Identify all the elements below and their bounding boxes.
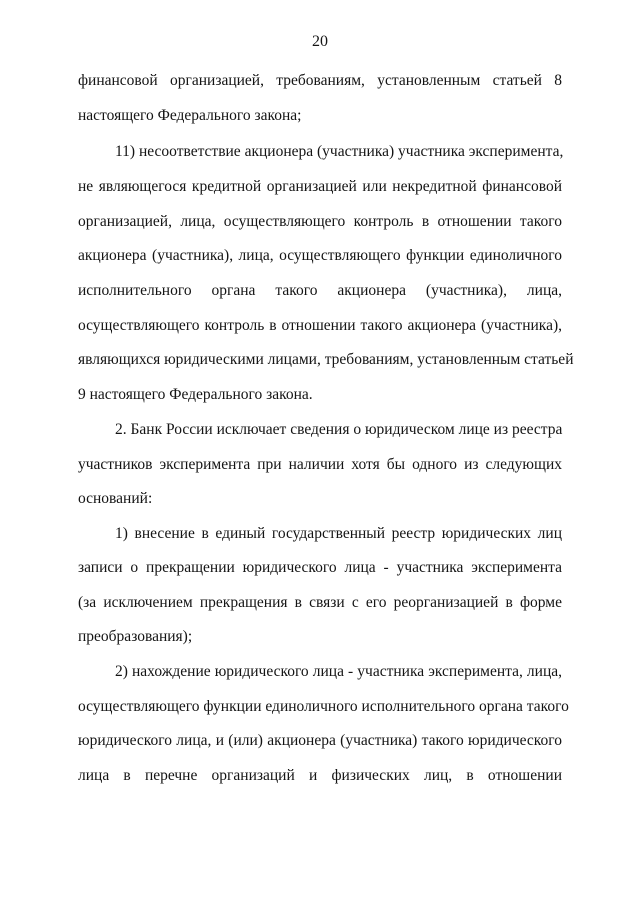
text-line: 9 настоящего Федерального закона. — [78, 386, 313, 403]
text-line: 1) внесение в единый государственный реестр юридических лиц — [115, 525, 562, 542]
text-line: акционера (участника), лица, осуществляющего функции единоличного — [78, 247, 562, 264]
text-line: осуществляющего контроль в отношении такого акционера (участника), — [78, 317, 562, 334]
text-line: настоящего Федерального закона; — [78, 107, 302, 124]
text-line: (за исключением прекращения в связи с его реорганизацией в форме — [78, 594, 562, 611]
text-line: финансовой организацией, требованиям, установленным статьей 8 — [78, 72, 562, 89]
page-number: 20 — [312, 33, 328, 50]
text-line: записи о прекращении юридического лица - участника эксперимента — [78, 559, 562, 576]
text-line: исполнительного органа такого акционера (участника), лица, — [78, 282, 562, 299]
text-line: не являющегося кредитной организацией или некредитной финансовой — [78, 178, 562, 195]
text-line: оснований: — [78, 490, 153, 507]
text-line: 11) несоответствие акционера (участника) участника эксперимента, — [115, 143, 564, 160]
text-line: являющихся юридическими лицами, требованиям, установленным статьей — [78, 351, 574, 368]
text-line: 2. Банк России исключает сведения о юридическом лице из реестра — [115, 421, 563, 438]
text-line: преобразования); — [78, 628, 193, 645]
text-line: осуществляющего функции единоличного исполнительного органа такого — [78, 698, 569, 715]
text-line: организацией, лица, осуществляющего контроль в отношении такого — [78, 213, 562, 230]
text-line: участников эксперимента при наличии хотя бы одного из следующих — [78, 456, 562, 473]
text-line: юридического лица, и (или) акционера (участника) такого юридического — [78, 732, 562, 749]
text-line: лица в перечне организаций и физических лиц, в отношении — [78, 767, 562, 784]
text-line: 2) нахождение юридического лица - участника эксперимента, лица, — [115, 663, 562, 680]
